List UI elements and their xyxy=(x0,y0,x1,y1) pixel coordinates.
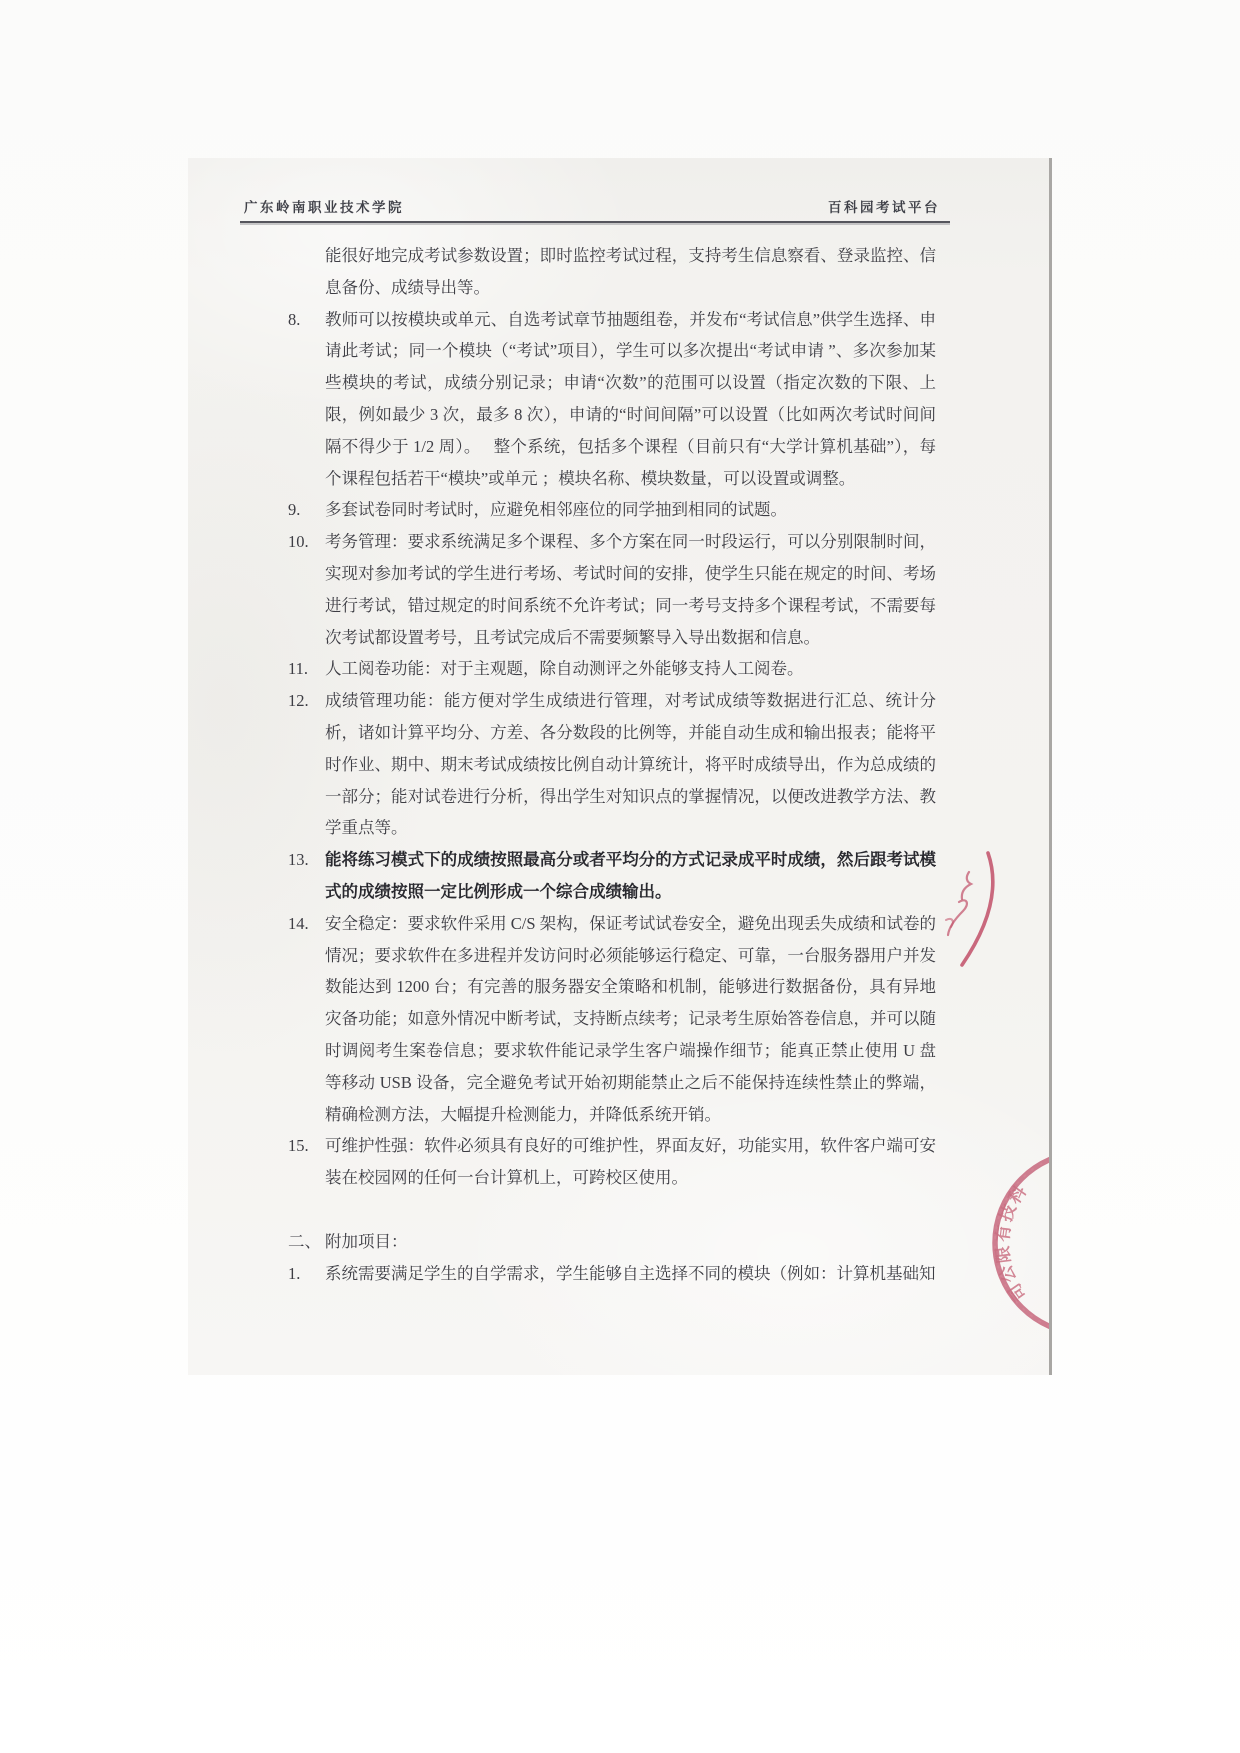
header-rule xyxy=(240,221,950,223)
page-header xyxy=(244,196,940,216)
document-body xyxy=(288,240,936,1290)
item-text: 可维护性强：软件必须具有良好的可维护性，界面友好，功能实用，软件客户端可安装在校园网的任何一台计算机上，可跨校区使用。 xyxy=(325,1136,936,1188)
svg-text:有: 有 xyxy=(993,1223,1015,1243)
item-number: 1. xyxy=(288,1263,301,1283)
section-number: 二、 xyxy=(288,1231,321,1251)
item-number xyxy=(288,240,325,304)
item-text: 人工阅卷功能：对于主观题，除自动测评之外能够支持人工阅卷。 xyxy=(325,659,804,679)
section-2-heading xyxy=(288,1226,936,1258)
page-scan-edge xyxy=(1049,158,1052,1375)
svg-text:司: 司 xyxy=(1004,1279,1031,1305)
svg-text:技: 技 xyxy=(995,1201,1020,1225)
item-number: 11. xyxy=(288,659,309,679)
item-text: 考务管理：要求系统满足多个课程、多个方案在同一时段运行，可以分别限制时间，实现对参加考试的学生进行考场、考试时间的安排，使学生只能在规定的时间、考场进行考试，错过规定的时间系统不允许考试；同一考号支持多个课程考试，不需要每次考试都设置考号，且考试完成后不需要频繁导入导出数据和信息。 xyxy=(325,532,936,647)
item-number: 13. xyxy=(288,850,309,870)
item-text: 成绩管理功能：能方便对学生成绩进行管理，对考试成绩等数据进行汇总、统计分析，诸如计算平均分、方差、各分数段的比例等，并能自动生成和输出报表；能将平时作业、期中、期末考试成绩按比例自动计算统计，将平时成绩导出，作为总成绩的一部分；能对试卷进行分析，得出学生对知识点的掌握情况，以便改进教学方法、教学重点等。 xyxy=(325,691,936,838)
company-seal-text xyxy=(992,1181,1031,1305)
company-seal-icon xyxy=(992,1152,1049,1334)
document-page xyxy=(188,158,1052,1375)
list-item-10 xyxy=(288,526,936,653)
list-item-12 xyxy=(288,685,936,844)
list-item-9 xyxy=(288,494,936,526)
header-school-name: 广东岭南职业技术学院 xyxy=(244,200,404,215)
header-platform-name: 百科园考试平台 xyxy=(828,200,940,215)
list-item-13-emphasized xyxy=(288,844,936,908)
list-item-15 xyxy=(288,1130,936,1194)
list-item-14 xyxy=(288,908,936,1131)
item-text: 多套试卷同时考试时，应避免相邻座位的同学抽到相同的试题。 xyxy=(325,500,787,520)
list-item-11 xyxy=(288,653,936,685)
paragraph-intro xyxy=(288,240,936,304)
svg-text:科: 科 xyxy=(1004,1182,1031,1208)
item-number: 12. xyxy=(288,691,309,711)
svg-text:限: 限 xyxy=(993,1245,1015,1265)
item-text: 能将练习模式下的成绩按照最高分或者平均分的方式记录成平时成绩，然后跟考试模式的成绩按照一定比例形成一个综合成绩输出。 xyxy=(325,850,936,901)
section-2-item-1 xyxy=(288,1258,936,1290)
item-number: 8. xyxy=(288,309,301,329)
list-item-8 xyxy=(288,304,936,495)
svg-text:公: 公 xyxy=(995,1262,1020,1286)
item-number: 15. xyxy=(288,1136,309,1156)
item-number: 10. xyxy=(288,532,309,552)
blank-line xyxy=(288,1194,936,1226)
item-text: 安全稳定：要求软件采用 C/S 架构，保证考试试卷安全，避免出现丢失成绩和试卷的情况；要求软件在多进程并发访问时必须能够运行稳定、可靠，一台服务器用户并发数能达到 1200 台；有完善的服务器安全策略和机制，能够进行数据备份，具有异地灾备功能；如意外情况中断考试，支持断点续考；记录考生原始答卷信息，并可以随时调阅考生案卷信息；要求软件能记录学生客户端操作细节；能真正禁止使用 U 盘等移动 USB 设备，完全避免考试开始初期能禁止之后不能保持连续性禁止的弊端，精确检测方法，大幅提升检测能力，并降低系统开销。 xyxy=(325,913,936,1124)
section-title: 附加项目： xyxy=(325,1231,408,1251)
item-number: 9. xyxy=(288,500,301,520)
item-text: 教师可以按模块或单元、自选考试章节抽题组卷，并发布“考试信息”供学生选择、申请此考试；同一个模块（“考试”项目），学生可以多次提出“考试申请 ”、多次参加某些模块的考试，成绩分别记录；申请“次数”的范围可以设置（指定次数的下限、上限，例如最少 3 次，最多 8 次），申请的“时间间隔”可以设置（比如两次考试时间间隔不得少于 1/2 周）。 整个系统，包括多个课程（目前只有“大学计算机基础”），每个课程包括若干“模块”或单元 ；模块名称、模块数量，可以设置或调整。 xyxy=(325,309,936,488)
paragraph-text: 能很好地完成考试参数设置；即时监控考试过程，支持考生信息察看、登录监控、信息备份、成绩导出等。 xyxy=(325,246,936,297)
item-text: 系统需要满足学生的自学需求，学生能够自主选择不同的模块（例如：计算机基础知 xyxy=(325,1263,936,1283)
stamp-arc-icon xyxy=(946,853,993,965)
item-number: 14. xyxy=(288,913,309,933)
